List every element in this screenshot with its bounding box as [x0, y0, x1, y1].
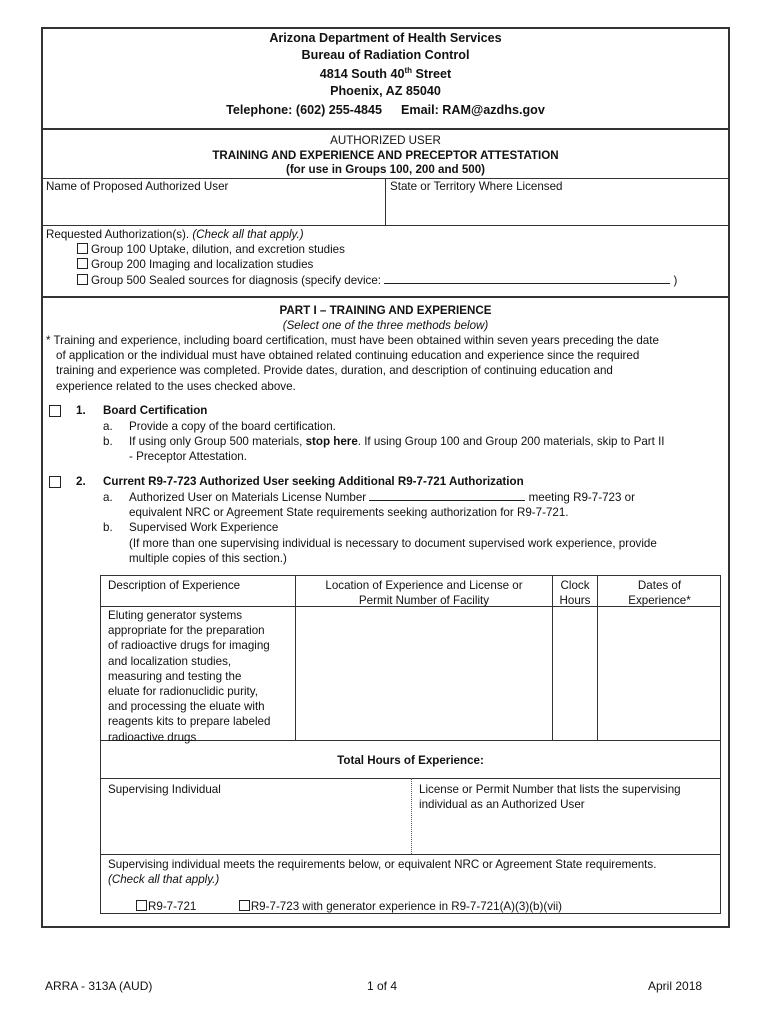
title-line-1: AUTHORIZED USER — [330, 134, 441, 147]
divider — [41, 296, 730, 298]
part1-subtitle: (Select one of the three methods below) — [282, 319, 489, 332]
option-group-200[interactable]: Group 200 Imaging and localization studies — [46, 257, 677, 272]
authorization-label: Requested Authorization(s). — [46, 228, 190, 241]
agency-header — [41, 30, 730, 119]
method-1-items: a. Provide a copy of the board certification. b. If using only Group 500 materials, stop here. If using Group 100 and Group 200 materials, skip to Part II - Preceptor Attestation. — [103, 420, 665, 464]
supervisor-options: R9-7-721 R9-7-723 with generator experience in R9-7-721(A)(3)(b)(vii) — [136, 900, 562, 913]
table-col-dotted — [411, 778, 412, 854]
state-field-label: State or Territory Where Licensed — [390, 180, 563, 193]
method-2-number: 2. — [76, 475, 86, 488]
telephone: Telephone: (602) 255-4845 — [226, 103, 382, 118]
checkbox[interactable] — [77, 258, 88, 269]
method-1-number: 1. — [76, 404, 86, 417]
part1-title: PART I – TRAINING AND EXPERIENCE — [279, 304, 492, 317]
name-field-label: Name of Proposed Authorized User — [46, 180, 229, 193]
method-2-items: a. Authorized User on Materials License Number meeting R9-7-723 or equivalent NRC or Agreement State requirements seeking authorization for R9-7-721. b. Supervised Work Experience (If more than one supervising individual is necessary to document supervised work experience, provide multiple copies of this section.) — [103, 491, 657, 565]
method-2-title: Current R9-7-723 Authorized User seeking Additional R9-7-721 Authorization — [103, 475, 524, 488]
email: Email: RAM@azdhs.gov — [401, 103, 545, 118]
agency-contact — [41, 102, 730, 119]
agency-city: Phoenix, AZ 85040 — [330, 83, 441, 98]
title-line-3: (for use in Groups 100, 200 and 500) — [285, 163, 486, 177]
agency-name: Arizona Department of Health Services — [269, 31, 502, 45]
state-field[interactable] — [390, 195, 726, 223]
form-title — [41, 134, 730, 178]
authorization-section — [46, 227, 677, 288]
supervising-individual-label: Supervising Individual — [108, 783, 221, 796]
name-field[interactable] — [44, 195, 382, 223]
checkbox[interactable] — [77, 274, 88, 285]
supervisor-requirements: Supervising individual meets the requirements below, or equivalent NRC or Agreement State requirements. (Check all that apply.) — [108, 858, 657, 887]
supervisor-license-label: License or Permit Number that lists the supervising individual as an Authorized User — [419, 783, 681, 812]
divider — [41, 128, 730, 130]
hours-input[interactable] — [554, 608, 596, 738]
form-id: ARRA - 313A (AUD) — [45, 979, 153, 993]
col-dates-header: Dates of Experience* — [628, 579, 691, 608]
part1-note: * Training and experience, including board certification, must have been obtained within seven years preceding the date of application or the individual must have obtained related continuing education and experience since the required training and experience was completed. Provide dates, duration, and description of continuing education and experience related to the uses checked above. — [46, 334, 659, 393]
col-location-header: Location of Experience and License or Permit Number of Facility — [325, 579, 523, 608]
option-group-100[interactable]: Group 100 Uptake, dilution, and excretion studies — [46, 242, 677, 257]
device-input-line[interactable] — [384, 283, 670, 284]
table-row-line — [100, 854, 721, 855]
total-hours-label: Total Hours of Experience: — [337, 754, 484, 767]
agency-address: 4814 South 40th Street — [319, 66, 452, 82]
option-group-500[interactable]: Group 500 Sealed sources for diagnosis (specify device: ) — [46, 273, 677, 288]
dates-input[interactable] — [599, 608, 719, 738]
col-description-header: Description of Experience — [108, 579, 241, 592]
divider — [41, 225, 730, 226]
page-number: 1 of 4 — [367, 979, 398, 993]
col-hours-header: Clock Hours — [559, 579, 591, 608]
checkbox-r9-7-723[interactable] — [239, 900, 250, 911]
bureau-name: Bureau of Radiation Control — [301, 47, 470, 62]
license-number-line[interactable] — [369, 500, 525, 501]
checkbox-r9-7-721[interactable] — [136, 900, 147, 911]
form-date: April 2018 — [648, 979, 703, 993]
field-separator — [385, 178, 386, 225]
authorization-hint: (Check all that apply.) — [192, 228, 304, 241]
method-2-checkbox[interactable] — [49, 476, 61, 488]
experience-description: Eluting generator systems appropriate for the preparation of radioactive drugs for imaging and localization studies, measuring and testing the eluate for radionuclidic purity, and processing the eluate with reagents kits to prepare labeled radioactive drugs — [108, 609, 271, 744]
checkbox[interactable] — [77, 243, 88, 254]
method-1-title: Board Certification — [103, 404, 208, 417]
title-line-2: TRAINING AND EXPERIENCE AND PRECEPTOR ATTESTATION — [212, 148, 559, 162]
method-1-checkbox[interactable] — [49, 405, 61, 417]
location-input[interactable] — [297, 608, 551, 738]
